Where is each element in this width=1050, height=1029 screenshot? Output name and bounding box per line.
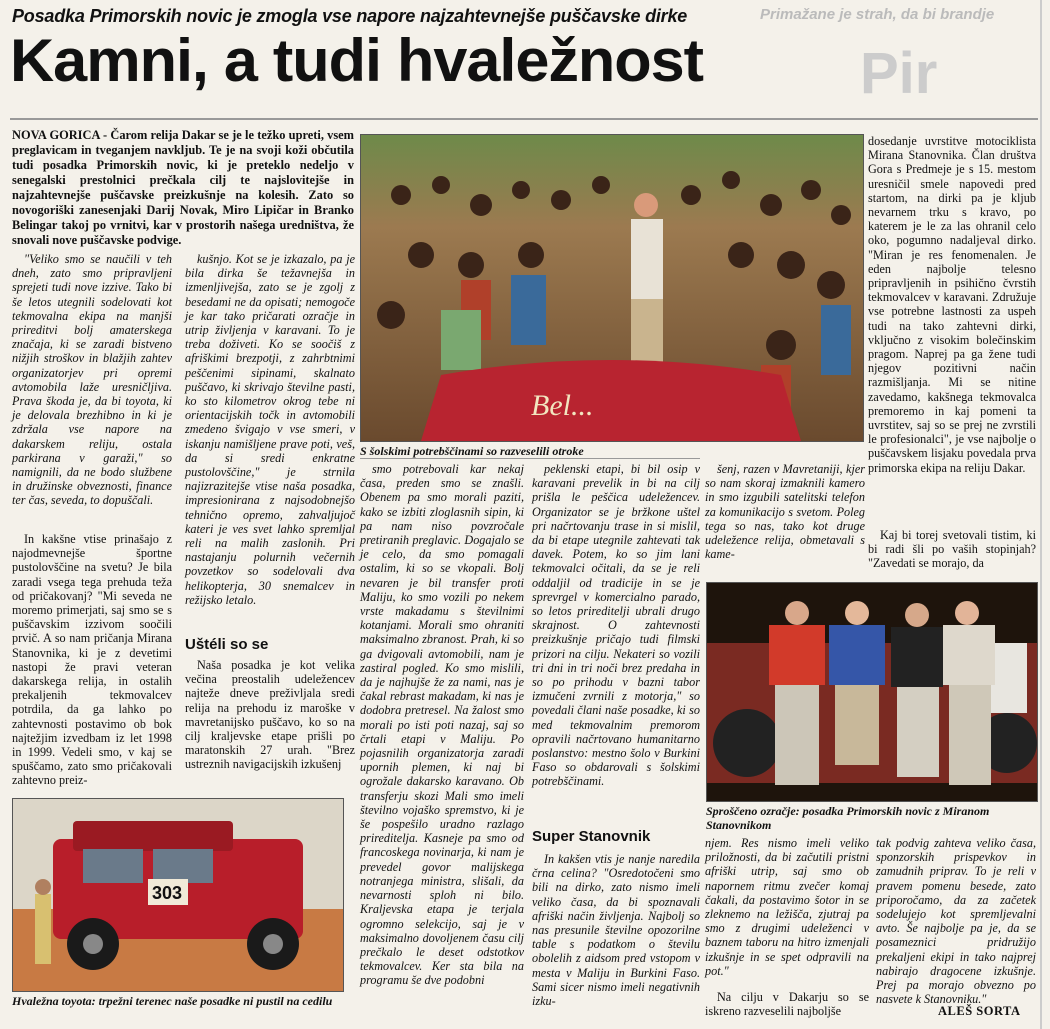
column-1b-text: In kakšne vtise prinašajo z najodmevnejše športne pustolovščine na svetu? Je bila zaradi vsega tega prehuda teža od pričakovanj? "Mi seveda ne moremo primerjati, saj smo se s puščavskim izzivom soočili prvič. A so nam pričanja Mirana Stanovnika, ki je z devetimi nastopi že pravi veteran dakarskega relija, in ostalih prekaljenih tekmovalcev potrdila, da ga lahko po zahtevnosti postavimo ob bok najtežjim izvedbam iz let 1998 in 1999. Vedeli smo, v kaj se spuščamo, zato smo pričakovali zahtevno preiz-	[12, 532, 172, 788]
photo-toyota	[12, 798, 344, 992]
column-2b-text: Naša posadka je kot velika večina preostalih udeležencev najteže dneve preživljala sredi relija na prehodu iz maroške v mavretanijsko puščavo, ko so na cilj kraljevske etape prišli po maratonskih 27 urah. "Brez ustreznih navigacijskih izkušenj	[185, 658, 355, 772]
column-5d-text: Na cilju v Dakarju so se iskreno razveselili najboljše	[705, 990, 869, 1019]
column-1-text: "Veliko smo se naučili v teh dneh, zato smo pripravljeni sprejeti tudi nove izzive. Tako bi še letos utegnili sodelovati kot tekmovalna ekipa na manjši prireditvi bolj amaterskega značaja, ki se zaradi bistveno nižjih stroškov in blažjih zahtev organizatorjev pri opremi avtomobila laže uresničljiva. Prava škoda je, da bi toyota, ki je delovala brezhibno in ki je zdržala vse napore na dakarskem reliju, ostala parkirana v garaži," so namignili, da ne bodo službene in družinske obveznosti, finance ter čas, seveda, to dopuščali.	[12, 252, 172, 508]
column-5-text: šenj, razen v Mavretaniji, kjer so nam skoraj izmaknili kamero in smo izgubili satelitski telefon za komunikacijo s svetom. Poleg tega so nas, tako kot druge udeležence relija, obmetavali s kame-	[705, 462, 865, 562]
adjacent-article-headline: Pir	[860, 41, 938, 106]
photo-toyota-image	[13, 799, 343, 991]
column-3	[360, 462, 524, 988]
adjacent-article-kicker: Primažane je strah, da bi brandje	[760, 6, 995, 23]
car-race-number: 303	[152, 883, 183, 903]
photo-children-caption: S šolskimi potrebščinami so razveselili otroke	[360, 444, 584, 458]
column-4b	[532, 852, 700, 1008]
author-byline: ALEŠ SORTA	[938, 1004, 1021, 1018]
column-5b	[868, 528, 1036, 571]
column-2-text: kušnjo. Kot se je izkazalo, pa je bila dirka še težavnejša in izmenljivejša, zato se je zgolj z besedami ne da opisati; nemogoče je kar tako pričarati ozračje in utrip življenja v karavani. To je treba doživeti. Ko se soočiš z afriškimi brezpotji, z zahrbtnimi peščenimi sipinami, skalnato puščavo, ki skrivajo številne pasti, ko sto kilometrov okrog tebe ni orientacijskih točk in avtomobili zmedeno švigajo v vse smeri, v iskanju namišljene prave poti, veš, da si sredi enkratne pustolovščine," je strnila najizrazitejše vtise naša posadka, impresionirana z najsodobnejšo tehnično opremo, zahvaljujoč kateri je ves svet lahko spremljal reli na malih zaslonih. Pri nastajanju polurnih večernih povzetkov so sodelovali dva helikopterja, 30 snemalcev in režijsko letalo.	[185, 252, 355, 607]
column-5b-text: Kaj bi torej svetovali tistim, ki bi radi šli po vaših stopinjah? "Zavedati se morajo, da	[868, 528, 1036, 571]
column-5-top	[868, 134, 1036, 475]
lead-text: Čarom relija Dakar se je le težko upreti, vsem preglavicam in tveganjem navkljub. Te je na svoji koži občutila tudi posadka Primorskih novic, ki je preteklo nedeljo v senegalski prestolnici prečkala cilj te najslovitejše in najzahtevnejše puščavske preizkušnje na kolesih. Zato so novogoriški zanesenjaki Darij Novak, Miro Lipičar in Branko Belingar takoj po vrnitvi, kar v prostorih našega uredništva, že snovali nove puščavske podvige.	[12, 128, 355, 247]
page-edge	[1040, 0, 1042, 1029]
column-5d	[705, 990, 869, 1018]
article-kicker: Posadka Primorskih novic je zmogla vse napore najzahtevnejše puščavske dirke	[12, 6, 688, 26]
column-2b	[185, 658, 355, 772]
photo-crew-caption: Sproščeno ozračje: posadka Primorskih novic z Miranom Stanovnikom	[706, 804, 990, 832]
column-4	[532, 462, 700, 789]
column-5	[705, 462, 865, 561]
column-6-text: tak podvig zahteva veliko časa, sponzorskih prispevkov in zamudnih priprav. To je reli v pravem pomenu besede, zato priporočamo, da za začetek sodelujejo kot spremljevalni avto. Še najbolje pa je, da se posameznici pridružijo prekaljeni ekipi in tako najprej nabirajo dragocene izkušnje. Prej pa morajo obvezno po nasvete k Stanovniku."	[876, 836, 1036, 1007]
column-5c-text: njem. Res nismo imeli veliko priložnosti, da bi začutili pristni afriški utrip, saj smo ob napornem ritmu zvečer komaj čakali, da postavimo šotor in se zleknemo na ležišča, zjutraj pa smo z drugimi udeleženci v baznem taboru na hitro izmenjali izkušnje in se spet odpravili na pot."	[705, 836, 869, 978]
column-4b-text: In kakšen vtis je nanje naredila črna celina? "Osredotočeni smo bili na dirko, zato nismo imeli veliko časa, da bi spoznavali afriški način življenja. Najbolj so nas presunile številne opozorilne table s podatkom o številu obolelih z aidsom pred vstopom v mesta v Maliju in Burkini Faso. Sami sicer nismo imeli negativnih izku-	[532, 852, 700, 1009]
photo-crew	[706, 582, 1038, 802]
photo-toyota-caption: Hvaležna toyota: trpežni terenec naše posadke ni pustil na cedilu	[12, 994, 333, 1008]
column-5-top-text: dosedanje uvrstitve motociklista Mirana Stanovnika. Član društva Gora s Predmeje je s 15. mestom uresničil smele napovedi pred startom, na dirki pa je kljub nevarnem trku s kravo, po katerem je le za las ohranil celo oko, pogumno nadaljeval dirko. "Miran je res fenomenalen. Je eden najbolje telesno pripravljenih in psihično čvrstih tekmovalcev v karavani. Združuje vse potrebne lastnosti za uspeh tudi na tako zahtevni dirki, vključno z visokim bolečinskim pragom. Naprej pa ga žene tudi njegov pozitivni način razmišljanja. Mi se nitine zavedamo, kakšnega tekmovalca premoremo in kaj pomeni ta uvrstitev, saj so se prej ne zvrstili le profesionalci", je vse najbolje o puščavskem lisjaku povedala prva primorska ekipa na reliju Dakar.	[868, 134, 1036, 475]
headline-rule	[10, 118, 1038, 120]
photo-children-image	[361, 135, 863, 441]
car-roof-text: Bel...	[531, 389, 594, 422]
column-5c	[705, 836, 869, 978]
subhead-super-stanovnik: Super Stanovnik	[532, 828, 651, 845]
column-1b	[12, 532, 172, 788]
photo-children	[360, 134, 864, 442]
subhead-usteli: Uštéli so se	[185, 636, 269, 653]
caption-rule	[360, 458, 700, 459]
lead-paragraph	[12, 128, 354, 248]
column-6	[876, 836, 1036, 1006]
dateline: NOVA GORICA -	[12, 128, 108, 142]
column-1	[12, 252, 172, 508]
column-2	[185, 252, 355, 607]
article-headline: Kamni, a tudi hvaležnost	[10, 27, 704, 94]
column-4-text: peklenski etapi, bi bil osip v karavani prevelik in bi na cilj prišla le peščica udeležencev. Organizator se je bržkone uštel pri načrtovanju trase in si mislil, da bi etape utegnile zahtevati tak davek. Potem, ko so jim lani tekmovalci očitali, da se je reli oddaljil od tradicije in se je sprevrgel v komercialno parado, so letos prireditelji ubrali drugo skrajnost. O zahtevnosti preizkušnje pričajo tudi filmski prizori na cilju. Nekateri so vozili tri dni in tri noči brez predaha in so po prihodu v bazni tabor izmučeni zvrnili z motorja," so povedali člani naše posadke, ki so med tekmovalnim premorom opravili načrtovano humanitarno poslanstvo: mestno šolo v Burkini Faso so obdarovali s šolskimi potrebščinami.	[532, 462, 700, 789]
photo-crew-image	[707, 583, 1037, 801]
column-3-text: smo potrebovali kar nekaj časa, preden smo se znašli. Obenem pa smo morali paziti, kako se izbiti zloglasnih sipin, ki pa nam niso povzročale pretiranih preglavic. Dogajalo se je celo, da smo pomagali ostalim, ki so se vkopali. Bolj nevaren je bil transfer proti Maliju, ko smo vozili po nekem vrste makadamu s številnimi kotanjami. Morali smo ohraniti maksimalno zbranost. Prah, ki so ga dvigovali avtomobili, nam je zastiral pogled. Ko smo mislili, da je najhujše že za nami, nas je čakal rebrast makadam, ki nas je dodobra pretresel. Na žalost smo morali po isti poti nazaj, saj so črtali etapi v Maliju. Po pojasnilih organizatorja zaradi upornih plemen, ki naj bi ogrožale dakarsko karavano. Ob transferju skozi Mali smo imeli številno vojaško spremstvo, ki je še pospešilo uradno razlago prireditelja. Kasneje pa smo od francoskega novinarja, ki nam je prevedel govor malijskega notranjega ministra, slišali, da nevarnosti sploh ni bilo. Kraljevska etapa je terjala ogromno selekcijo, saj je v maksimalno dovoljenem času cilj prečkalo le deset odstotkov tekmovalcev. Ker sta bila na programu še dve podobni	[360, 462, 524, 988]
